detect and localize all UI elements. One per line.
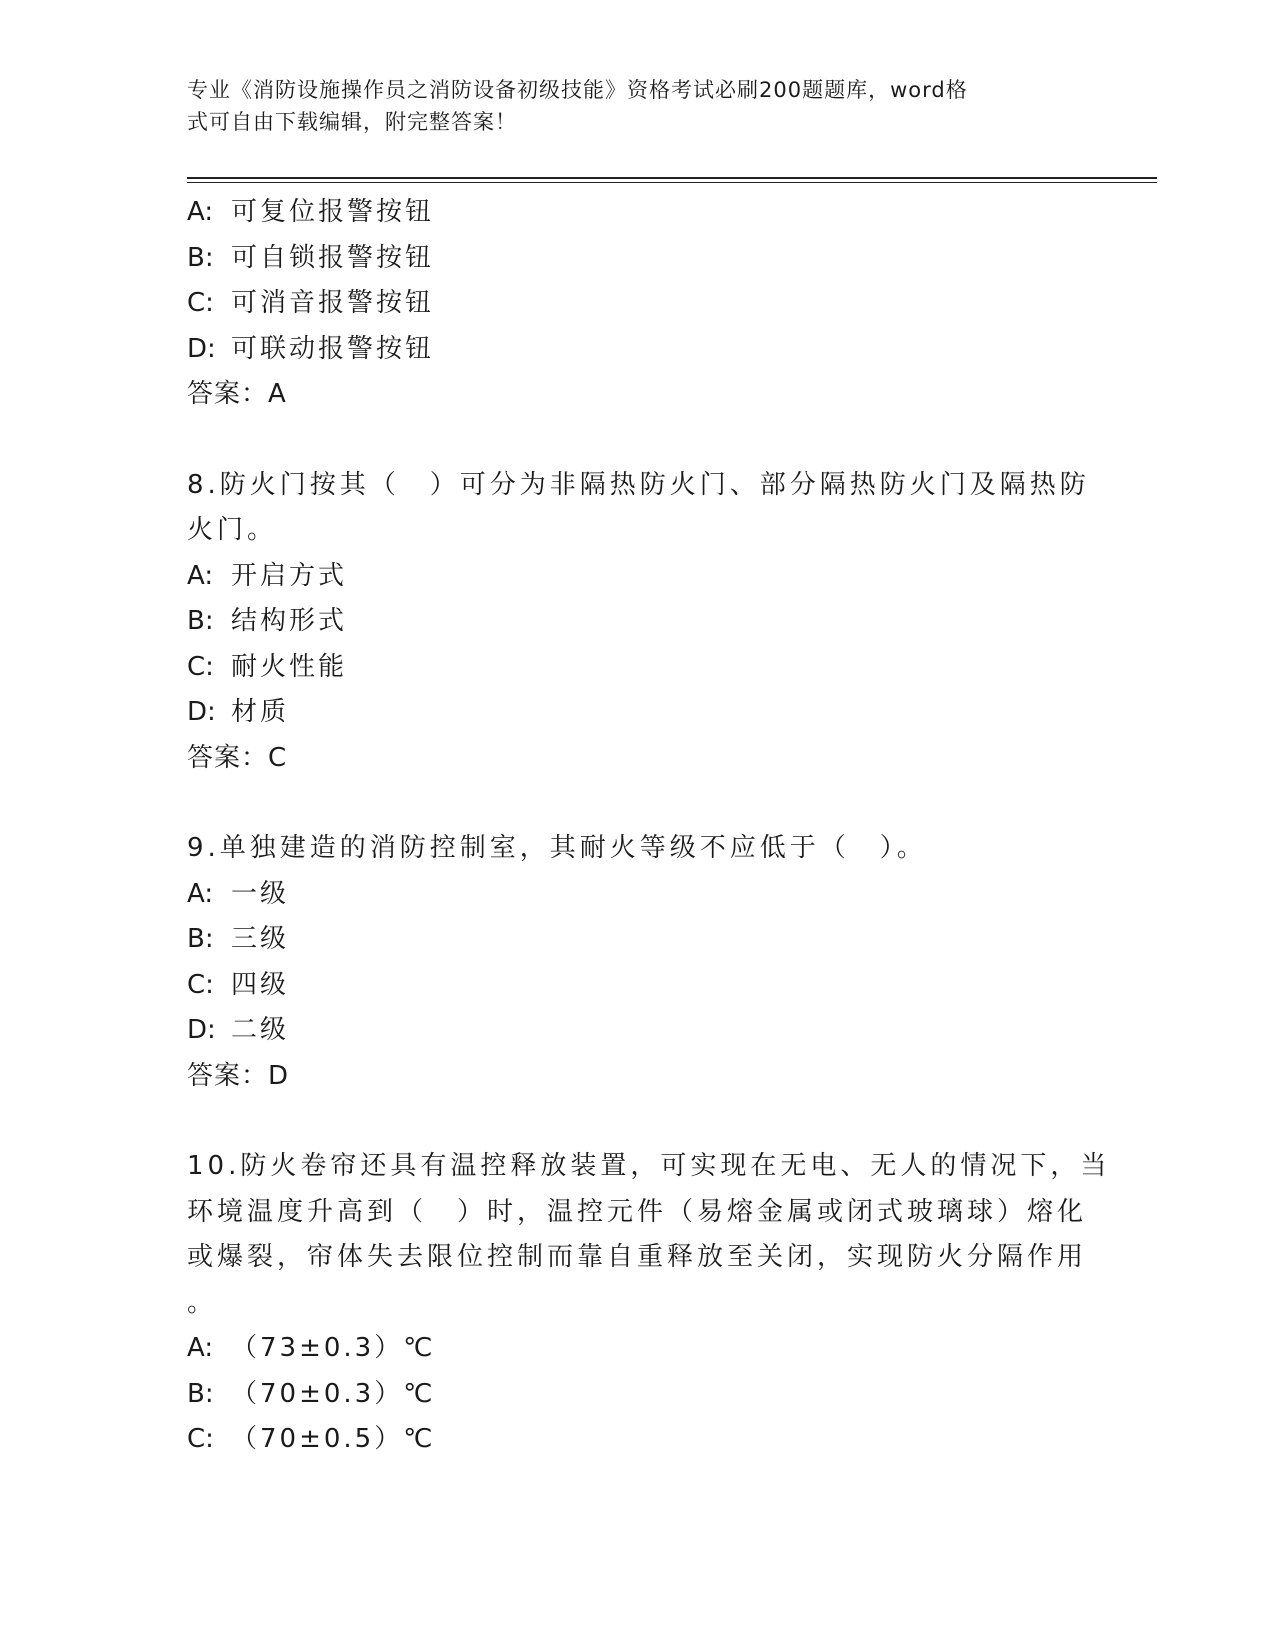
document-header [187,74,1087,138]
option-d: D: 二级 [187,1015,290,1045]
option-d: D: 可联动报警按钮 [187,333,435,364]
question-8 [187,463,1090,782]
spacer [187,781,1087,826]
answer-label: 答案：C [187,742,288,773]
answer-label: 答案：D [187,1060,290,1091]
question-10 [187,1144,1111,1463]
header-title-line-2: 式可自由下载编辑，附完整答案！ [187,110,517,134]
question-stem: 8.防火门按其（ ）可分为非隔热防火门、部分隔热防火门及隔热防 [187,469,1090,500]
question-stem: 火门。 [187,515,278,545]
header-divider-thin [187,182,1157,183]
question-7 [187,190,1087,418]
answer-label: 答案：A [187,379,287,409]
question-list [187,190,1111,1463]
option-a: A: （73±0.3）℃ [187,1333,436,1363]
option-a: A: 一级 [187,878,290,909]
question-stem: 环境温度升高到（ ）时，温控元件（易熔金属或闭式玻璃球）熔化 [187,1196,1088,1227]
option-d: D: 材质 [187,697,290,727]
question-stem: 9.单独建造的消防控制室，其耐火等级不应低于（ ）。 [187,833,927,863]
question-stem: 或爆裂，帘体失去限位控制而靠自重释放至关闭，实现防火分隔作用 [187,1242,1088,1272]
option-c: C: 四级 [187,969,290,1000]
option-c: C: 可消音报警按钮 [187,288,435,318]
option-a: A: 可复位报警按钮 [187,197,435,227]
question-stem: 10.防火卷帘还具有温控释放装置，可实现在无电、无人的情况下，当 [187,1151,1111,1181]
option-c: C: （70±0.5）℃ [187,1424,436,1454]
question-9 [187,826,1087,1099]
option-b: B: （70±0.3）℃ [187,1378,436,1409]
option-a: A: 开启方式 [187,560,348,591]
option-b: B: 三级 [187,924,290,954]
spacer [187,1099,1087,1144]
option-b: B: 结构形式 [187,606,348,636]
spacer [187,418,1087,463]
header-divider-thick [187,177,1157,179]
header-title-line-1: 专业《消防设施操作员之消防设备初级技能》资格考试必刷200题题库，word格 [187,78,968,102]
option-c: C: 耐火性能 [187,651,348,682]
option-b: B: 可自锁报警按钮 [187,242,435,273]
question-stem: 。 [187,1287,218,1318]
